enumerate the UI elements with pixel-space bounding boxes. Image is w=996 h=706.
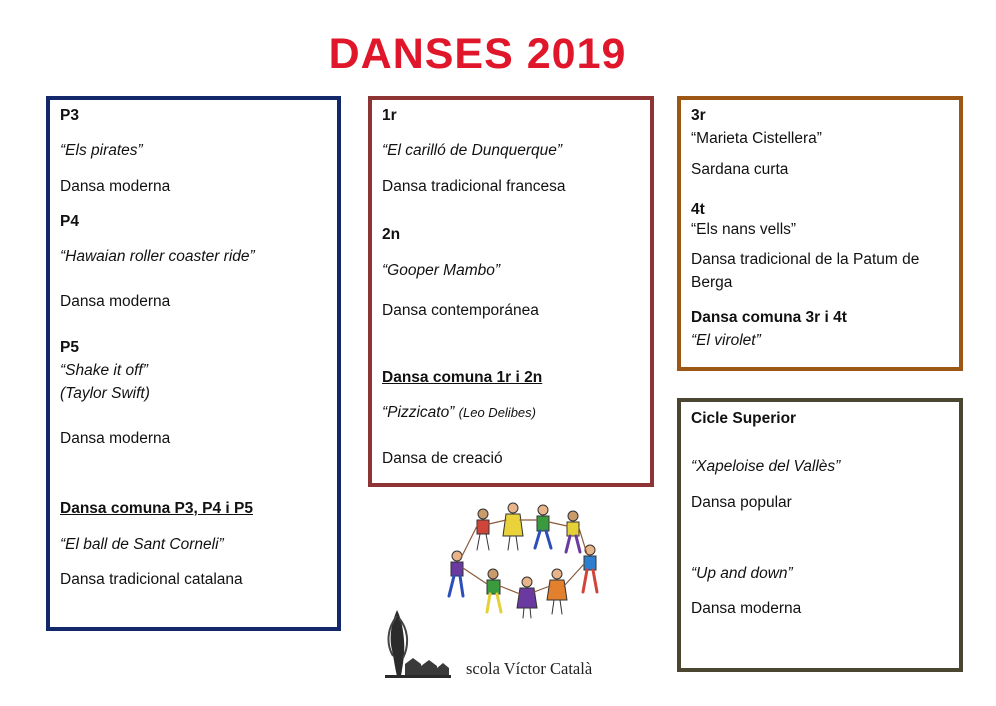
children-dancing-circle-illustration [435,498,610,623]
common-song-12 [382,404,536,422]
cs-song-1: “Xapeloise del Vallès” [691,458,841,475]
common-type-p: Dansa tradicional catalana [60,571,243,588]
type-p5: Dansa moderna [60,430,171,447]
cs-type-2: Dansa moderna [691,600,802,617]
song-p3: “Els pirates” [60,142,143,159]
common-song-p: “El ball de Sant Corneli” [60,536,224,553]
grade-p5: P5 [60,339,79,356]
school-name: scola Víctor Català [466,659,593,678]
box-infantil [46,96,341,631]
song-2n: “Gooper Mambo” [382,262,501,279]
song-p5: “Shake it off” [60,362,148,379]
song-3r: “Marieta Cistellera” [691,130,822,147]
common-heading-12: Dansa comuna 1r i 2n [382,369,543,386]
common-song-34: “El virolet” [691,332,761,349]
common-heading-34: Dansa comuna 3r i 4t [691,309,847,326]
type-p3: Dansa moderna [60,178,171,195]
page-title: DANSES 2019 [328,30,627,78]
box-cicle-superior [677,398,963,672]
common-song-12-title: “Pizzicato” [382,404,455,421]
grade-2n: 2n [382,226,401,243]
box-cicle-mitja [677,96,963,371]
tree-and-houses-logo [383,604,453,682]
type-1r: Dansa tradicional francesa [382,178,566,195]
type-2n: Dansa contemporánea [382,302,539,319]
type-p4: Dansa moderna [60,293,171,310]
common-type-12: Dansa de creació [382,450,503,467]
grade-3r: 3r [691,107,706,124]
type-4t-line1: Dansa tradicional de la Patum de [691,251,920,268]
box-cicle-inicial [368,96,654,487]
grade-p3: P3 [60,107,79,124]
grade-4t: 4t [691,201,705,218]
cs-song-2: “Up and down” [691,565,793,582]
common-heading-p: Dansa comuna P3, P4 i P5 [60,500,253,517]
cs-heading: Cicle Superior [691,410,797,427]
type-4t-line2: Berga [691,274,733,291]
song-p4: “Hawaian roller coaster ride” [60,248,255,265]
type-3r: Sardana curta [691,161,789,178]
cs-type-1: Dansa popular [691,494,792,511]
grade-1r: 1r [382,107,397,124]
artist-p5: (Taylor Swift) [60,385,150,402]
song-1r: “El carilló de Dunquerque” [382,142,563,159]
song-4t: “Els nans vells” [691,221,797,238]
grade-p4: P4 [60,213,79,230]
common-song-12-composer: (Leo Delibes) [458,405,536,420]
